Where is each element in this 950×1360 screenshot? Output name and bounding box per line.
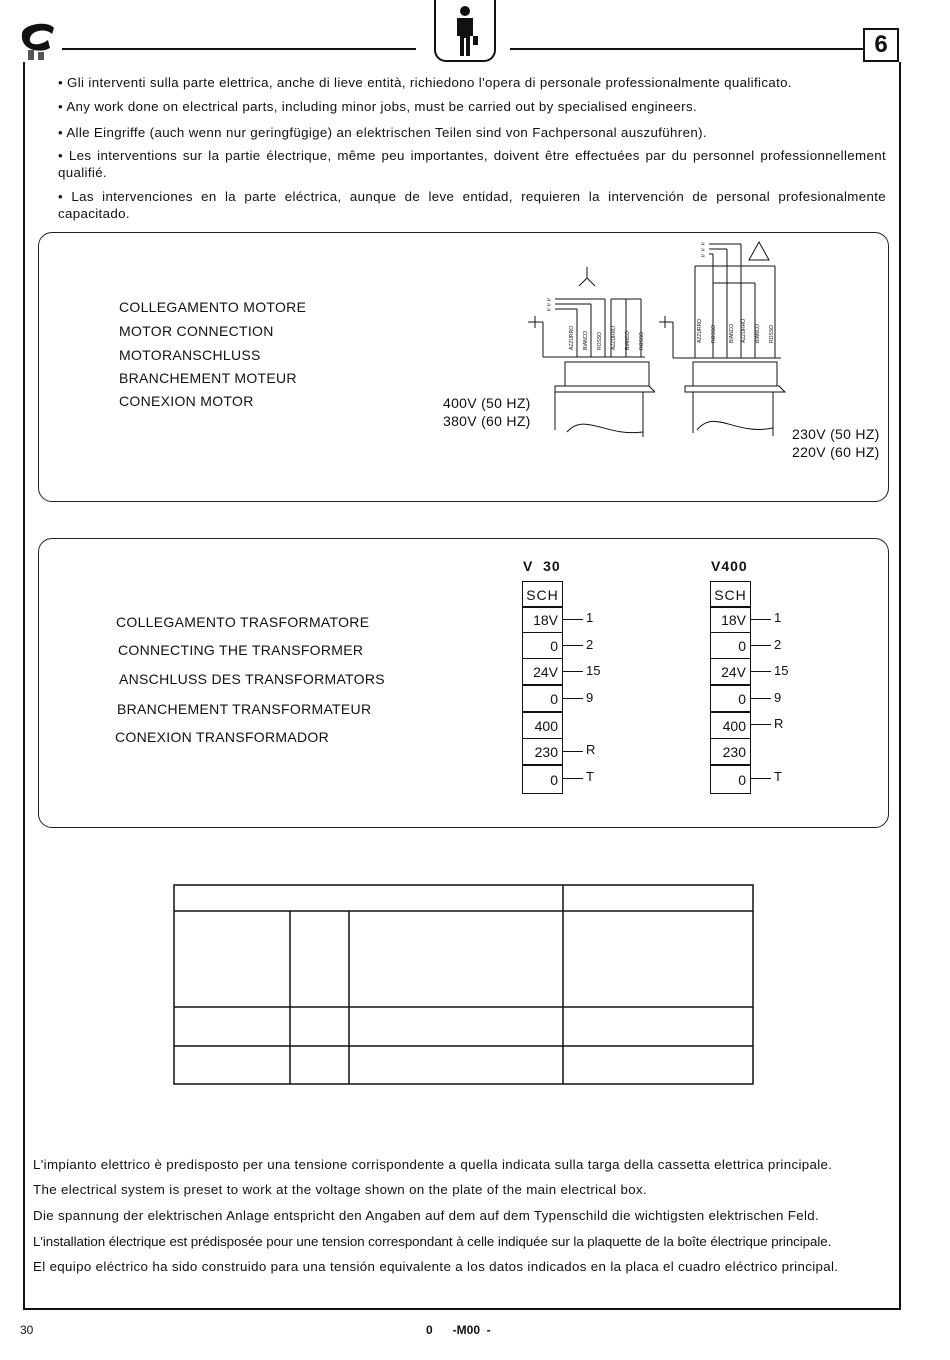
transformer-left-title: V 30: [523, 558, 561, 574]
note-paragraph: L'installation électrique est prédisposée pour une tension correspondant à celle indiquée sur la plaquette de la boîte électrique principale.: [33, 1234, 832, 1249]
wire-number: 1: [586, 610, 594, 625]
transformer-label-en: CONNECTING THE TRANSFORMER: [118, 642, 364, 658]
transformer-label-it: COLLEGAMENTO TRASFORMATORE: [116, 614, 370, 630]
motor-label-de: MOTORANSCHLUSS: [119, 347, 261, 363]
intro-paragraph: • Les interventions sur la partie électrique, même peu importantes, doivent être effectuées par du personnel professionnellement qualifié.: [58, 148, 886, 180]
company-logo-icon: [18, 20, 58, 62]
delta-voltage: [792, 425, 880, 461]
star-wire-label: BIANCO: [583, 330, 589, 350]
wire-number: 9: [774, 690, 782, 705]
terminal-header: SCH: [710, 581, 751, 608]
terminal-row: 0: [522, 685, 563, 712]
technician-person-icon: [436, 2, 494, 60]
note-paragraph: El equipo eléctrico ha sido construido para una tensión equivalente a los datos indicados en la placa el cuadro eléctrico principal.: [33, 1259, 839, 1274]
wire-number: 15: [774, 663, 789, 678]
star-wiring-diagram: [525, 262, 655, 442]
transformer-right-title: V400: [711, 558, 748, 574]
wire-number: 9: [586, 690, 594, 705]
svg-text:≈: ≈: [547, 297, 551, 304]
wire-number: 2: [774, 637, 782, 652]
star-connection-icon: [579, 267, 595, 286]
intro-paragraph: • Las intervenciones en la parte eléctrica, aunque de leve entidad, requieren la intervención de personal profesionalmente capacitado.: [58, 189, 886, 221]
terminal-row: 230: [522, 738, 563, 765]
note-paragraph: The electrical system is preset to work at the voltage shown on the plate of the main electrical box.: [33, 1182, 648, 1197]
terminal-row: 400: [522, 712, 563, 739]
terminal-row: 0: [710, 685, 751, 712]
star-voltage: [443, 394, 531, 430]
svg-text:≈: ≈: [701, 241, 705, 248]
header-rule-left: [62, 48, 416, 50]
motor-label-es: CONEXION MOTOR: [119, 393, 254, 409]
delta-wire-label: ROSSO: [711, 324, 717, 343]
terminal-row: 400: [710, 712, 751, 739]
star-wire-label: BIANCO: [625, 330, 631, 350]
terminal-header: SCH: [522, 581, 563, 608]
transformer-label-es: CONEXION TRANSFORMADOR: [115, 729, 330, 745]
terminal-row: 24V: [522, 658, 563, 685]
wire-number: R: [774, 716, 784, 731]
star-wire-label: AZZURRO: [569, 325, 575, 350]
delta-connection-icon: [749, 242, 769, 260]
delta-wire-label: BIANCO: [755, 323, 761, 343]
svg-text:≈: ≈: [701, 253, 705, 260]
transformer-label-fr: BRANCHEMENT TRANSFORMATEUR: [117, 701, 372, 717]
empty-specification-table: [173, 884, 755, 1086]
page-number: 30: [20, 1323, 34, 1337]
delta-wiring-diagram: [655, 238, 795, 443]
delta-wire-label: ROSSO: [769, 324, 775, 343]
chapter-number: 6: [863, 28, 899, 62]
note-paragraph: L'impianto elettrico è predisposto per una tensione corrispondente a quella indicata sulla targa della cassetta elettrica principale.: [33, 1157, 833, 1172]
page-frame-left: [23, 62, 25, 1310]
document-code: 0 -M00 -: [426, 1323, 491, 1337]
delta-wire-label: AZZURRO: [741, 318, 747, 343]
terminal-row: 18V: [710, 606, 751, 633]
terminal-row: 18V: [522, 606, 563, 633]
delta-wire-label: AZZURRO: [697, 318, 703, 343]
star-wire-label: AZZURRO: [611, 325, 617, 350]
motor-label-fr: BRANCHEMENT MOTEUR: [119, 370, 297, 386]
delta-voltage-60hz: 220V (60 HZ): [792, 444, 880, 460]
page-frame-bottom: [23, 1308, 901, 1310]
svg-text:≈: ≈: [547, 302, 551, 309]
star-voltage-50hz: 400V (50 HZ): [443, 395, 531, 411]
wire-number: 15: [586, 663, 601, 678]
terminal-row: 0: [710, 632, 751, 659]
terminal-row: 24V: [710, 658, 751, 685]
star-wire-label: ROSSO: [597, 331, 603, 350]
terminal-row: 0: [522, 632, 563, 659]
svg-text:≈: ≈: [701, 247, 705, 254]
page-frame-right: [899, 62, 901, 1310]
wire-number: T: [774, 769, 782, 784]
star-voltage-60hz: 380V (60 HZ): [443, 413, 531, 429]
delta-voltage-50hz: 230V (50 HZ): [792, 426, 880, 442]
intro-paragraph: • Alle Eingriffe (auch wenn nur geringfügige) an elektrischen Teilen sind von Fachpersonal auszuführen).: [58, 125, 707, 140]
terminal-row: 0: [710, 765, 751, 794]
wire-number: 2: [586, 637, 594, 652]
wire-number: 1: [774, 610, 782, 625]
star-wire-label: ROSSO: [639, 331, 645, 350]
wire-number: T: [586, 769, 594, 784]
svg-text:≈: ≈: [547, 307, 551, 314]
terminal-row: 230: [710, 738, 751, 765]
terminal-row: 0: [522, 765, 563, 794]
intro-paragraph: • Any work done on electrical parts, including minor jobs, must be carried out by specialised engineers.: [58, 99, 697, 114]
wire-number: R: [586, 742, 596, 757]
transformer-label-de: ANSCHLUSS DES TRANSFORMATORS: [119, 671, 385, 687]
intro-paragraph: • Gli interventi sulla parte elettrica, anche di lieve entità, richiedono l'opera di personale professionalmente qualificato.: [58, 75, 792, 90]
header-rule-right: [510, 48, 863, 50]
technician-box: [434, 0, 496, 62]
motor-label-it: COLLEGAMENTO MOTORE: [119, 299, 307, 315]
motor-label-en: MOTOR CONNECTION: [119, 323, 274, 339]
note-paragraph: Die spannung der elektrischen Anlage entspricht den Angaben auf dem auf dem Typenschild die wichtigsten elektrischen Feld.: [33, 1208, 820, 1223]
delta-wire-label: BIANCO: [729, 323, 735, 343]
